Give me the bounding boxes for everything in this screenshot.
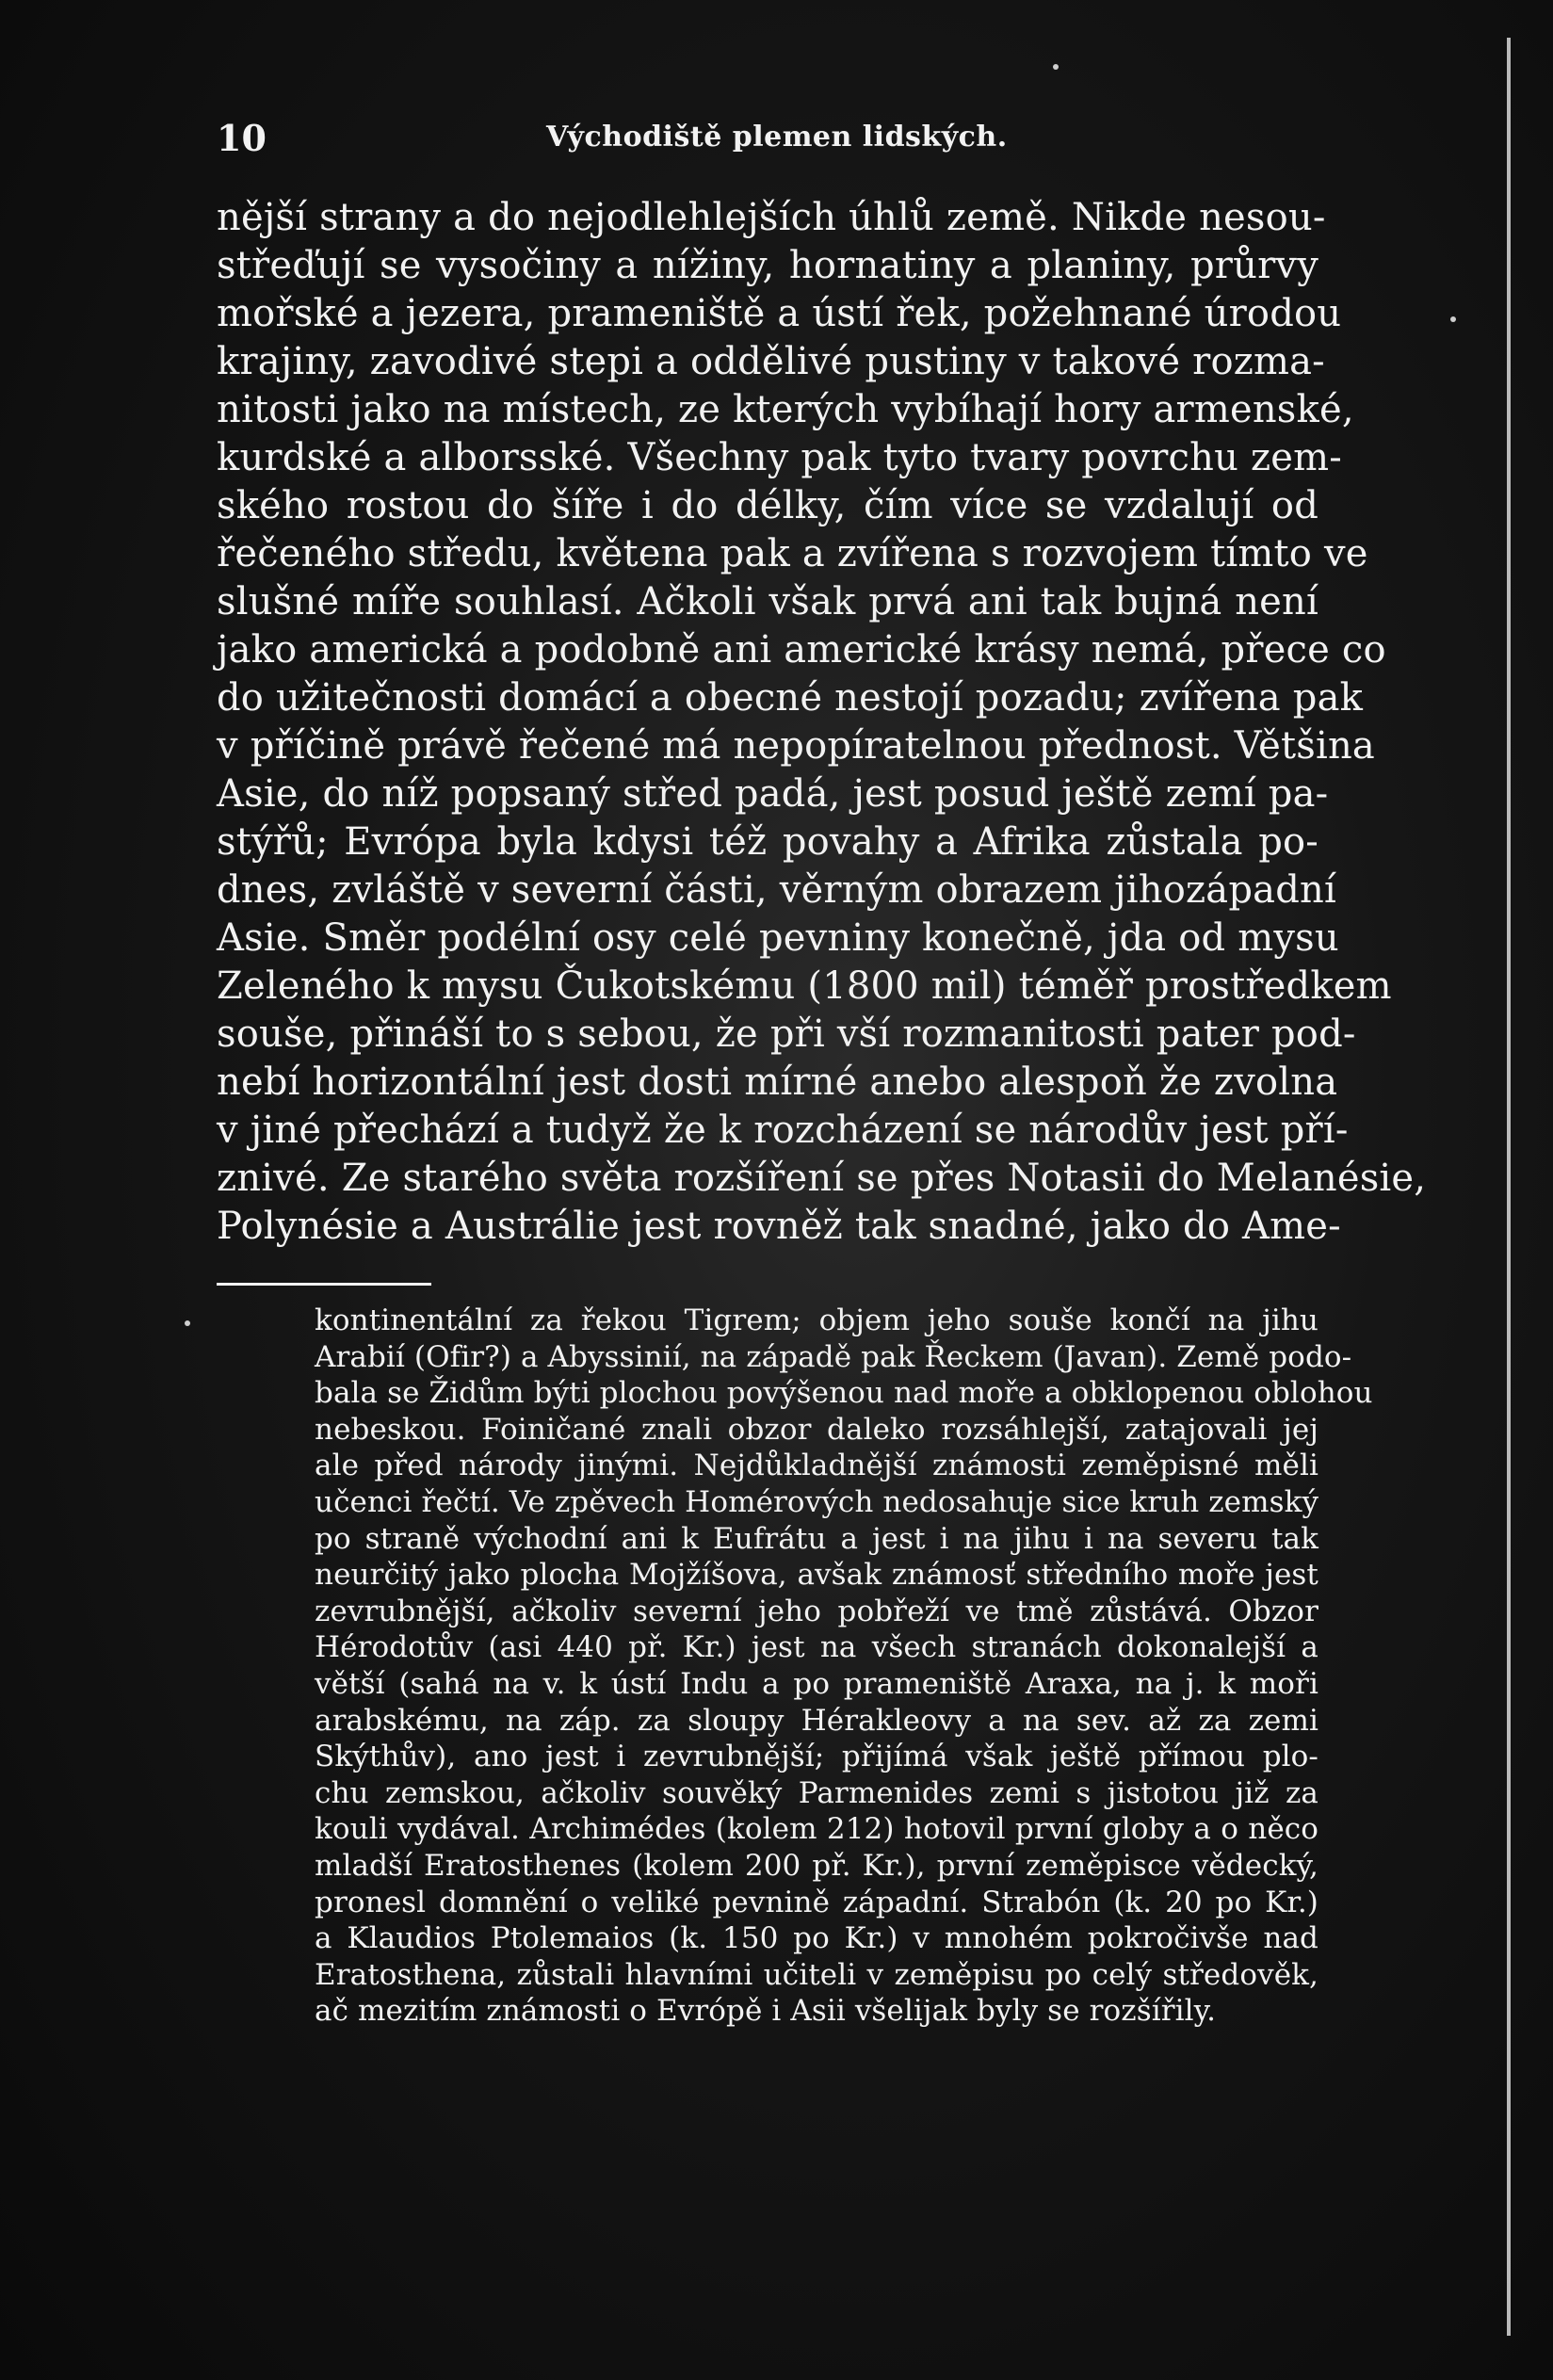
footnote-line: ale před národy jinými. Nejdůkladnější známosti zeměpisné měli [315, 1449, 1318, 1483]
text-line: nebí horizontální jest dosti mírné anebo alespoň že zvolna [217, 1060, 1338, 1104]
text-line: střeďují se vysočiny a nížiny, hornatiny a planiny, průrvy [217, 244, 1318, 287]
text-line: znivé. Ze starého světa rozšíření se přes Notasii do Melanésie, [217, 1157, 1427, 1200]
footnote-line: kontinentální za řekou Tigrem; objem jeho souše končí na jihu [315, 1303, 1318, 1337]
text-line: mořské a jezera, prameniště a ústí řek, požehnané úrodou [217, 292, 1342, 335]
text-line: slušné míře souhlasí. Ačkoli však prvá ani tak bujná není [217, 580, 1318, 623]
text-line: krajiny, zavodivé stepi a oddělivé pustiny v takové rozma- [217, 340, 1325, 383]
footnote-line: po straně východní ani k Eufrátu a jest i na jihu i na severu tak [315, 1521, 1318, 1556]
dust-speck [185, 1320, 190, 1326]
text-line: nější strany a do nejodlehlejších úhlů země. Nikde nesou- [217, 196, 1326, 239]
footnote-line: pronesl domnění o veliké pevnině západní. Strabón (k. 20 po Kr.) [315, 1885, 1318, 1919]
footnote-line: učenci řečtí. Ve zpěvech Homérových nedosahuje sice kruh zemský [315, 1484, 1319, 1519]
main-text [217, 194, 1427, 1251]
footnote-line: Arabií (Ofir?) a Abyssinií, na západě pak Řeckem (Javan). Země podo- [315, 1339, 1352, 1374]
dust-speck [1053, 64, 1059, 70]
text-line: kurdské a alborsské. Všechny pak tyto tvary povrchu zem- [217, 436, 1342, 479]
text-line: nitosti jako na místech, ze kterých vybíhají hory armenské, [217, 388, 1354, 431]
running-title: Východiště plemen lidských. [546, 121, 1008, 154]
footnote-line: arabskému, na záp. za sloupy Hérakleovy a na sev. až za zemi [315, 1703, 1318, 1738]
footnote-line: větší (sahá na v. k ústí Indu a po prameniště Araxa, na j. k moři [315, 1666, 1318, 1701]
page-number: 10 [217, 117, 267, 159]
footnote-rule [217, 1283, 431, 1286]
text-line: Polynésie a Austrálie jest rovněž tak snadné, jako do Ame- [217, 1205, 1341, 1248]
footnote-line: Eratosthena, zůstali hlavními učiteli v zeměpisu po celý středověk, [315, 1957, 1318, 1992]
footnote-line: neurčitý jako plocha Mojžíšova, avšak známosť středního moře jest [315, 1558, 1318, 1593]
text-line: souše, přináší to s sebou, že při vší rozmanitosti pater pod- [217, 1012, 1356, 1056]
footnote-line: zevrubnější, ačkoliv severní jeho pobřeží ve tmě zůstává. Obzor [315, 1594, 1318, 1628]
text-line: jako americká a podobně ani americké krásy nemá, přece co [217, 628, 1386, 672]
footnote-line: mladší Eratosthenes (kolem 200 př. Kr.), první zeměpisce vědecký, [315, 1848, 1318, 1883]
text-line: Asie. Směr podélní osy celé pevniny konečně, jda od mysu [217, 916, 1339, 960]
text-line: Asie, do níž popsaný střed padá, jest posud ještě zemí pa- [217, 772, 1329, 816]
text-line: ského rostou do šíře i do délky, čím více se vzdalují od [217, 484, 1318, 527]
text-line: v příčině právě řečené má nepopíratelnou přednost. Většina [217, 724, 1375, 768]
dust-speck [1450, 316, 1456, 322]
text-line: stýřů; Evrópa byla kdysi též povahy a Afrika zůstala po- [217, 820, 1318, 864]
book-page [217, 104, 1427, 2030]
footnote-line: bala se Židům býti plochou povýšenou nad moře a obklopenou oblohou [315, 1376, 1373, 1411]
footnote-line: ač mezitím známosti o Evrópě i Asii všelijak byly se rozšířily. [315, 1994, 1217, 2029]
text-line: Zeleného k mysu Čukotskému (1800 mil) téměř prostředkem [217, 964, 1392, 1008]
text-line: dnes, zvláště v severní části, věrným obrazem jihozápadní [217, 868, 1336, 912]
footnote-line: a Klaudios Ptolemaios (k. 150 po Kr.) v mnohém pokročivše nad [315, 1921, 1318, 1956]
page-edge-line [1507, 38, 1511, 2336]
text-line: v jiné přechází a tudyž že k rozcházení se národův jest pří- [217, 1109, 1349, 1152]
text-line: do užitečnosti domácí a obecné nestojí pozadu; zvířena pak [217, 676, 1364, 720]
footnote-line: nebeskou. Foiničané znali obzor daleko rozsáhlejší, zatajovali jej [315, 1412, 1318, 1447]
footnote-line: Skýthův), ano jest i zevrubnější; přijímá však ještě přímou plo- [315, 1740, 1318, 1774]
running-head [217, 104, 1318, 170]
text-line: řečeného středu, květena pak a zvířena s rozvojem tímto ve [217, 532, 1368, 575]
footnote-line: kouli vydával. Archimédes (kolem 212) hotovil první globy a o něco [315, 1812, 1318, 1847]
footnote-line: chu zemskou, ačkoliv souvěký Parmenides zemi s jistotou již za [315, 1775, 1318, 1810]
footnote [315, 1303, 1373, 2030]
footnote-line: Hérodotův (asi 440 př. Kr.) jest na všech stranách dokonalejší a [315, 1630, 1318, 1665]
